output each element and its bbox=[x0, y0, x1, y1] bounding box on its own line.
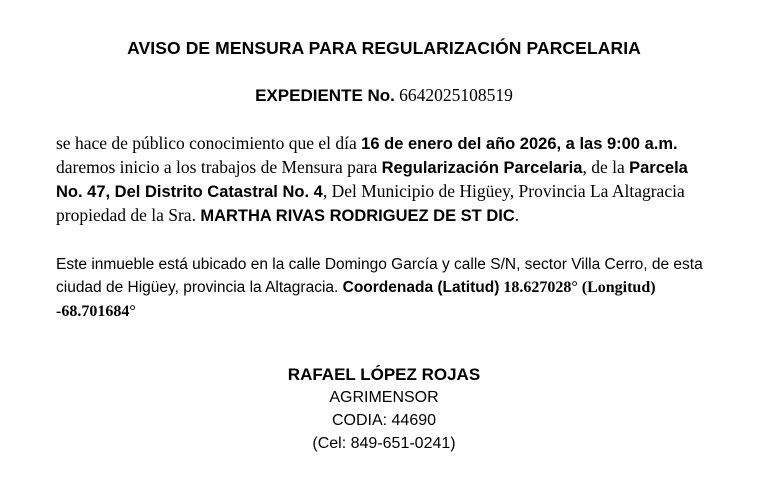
notice-text-3: , de la bbox=[582, 156, 630, 177]
notice-paragraph-2 bbox=[56, 254, 712, 323]
expediente-label: EXPEDIENTE No. bbox=[255, 86, 395, 105]
coordinate-label: Coordenada (Latitud) bbox=[342, 279, 500, 297]
notice-date: 16 de enero del año 2026, a las 9:00 a.m. bbox=[361, 135, 678, 153]
signer-phone: (Cel: 849-651-0241) bbox=[312, 434, 456, 452]
notice-text-intro: se hace de público conocimiento que el día bbox=[56, 133, 362, 153]
signer-role: AGRIMENSOR bbox=[329, 389, 439, 407]
location-text: Este inmueble está ubicado en la calle Domingo García y calle S/N, sector Villa Cerro, de esta ciudad de Higüey, provincia la Altagracia. bbox=[56, 255, 703, 297]
page-title: AVISO DE MENSURA PARA REGULARIZACIÓN PARCELARIA bbox=[127, 38, 641, 58]
signer-codia: CODIA: 44690 bbox=[331, 412, 437, 429]
notice-text-4: , Del Municipio de Higüey, Provincia La Altagracia propiedad de la Sra. bbox=[56, 180, 685, 225]
notice-paragraph-1 bbox=[56, 132, 712, 228]
document-page bbox=[0, 38, 768, 493]
notice-purpose: Regularización Parcelaria bbox=[381, 158, 583, 177]
expediente-line bbox=[56, 85, 712, 106]
coordinate-values: 18.627028° (Longitud) -68.701684° bbox=[56, 279, 656, 320]
signature-block bbox=[56, 363, 712, 455]
notice-owner: MARTHA RIVAS RODRIGUEZ DE ST DIC bbox=[200, 206, 515, 225]
signer-name: RAFAEL LÓPEZ ROJAS bbox=[287, 365, 481, 385]
notice-parcel: Parcela No. 47, Del Distrito Catastral No. 4 bbox=[56, 158, 688, 201]
notice-text-2: daremos inicio a los trabajos de Mensura para bbox=[56, 156, 382, 177]
notice-text-5: . bbox=[514, 204, 520, 225]
expediente-number: 6642025108519 bbox=[399, 85, 513, 105]
